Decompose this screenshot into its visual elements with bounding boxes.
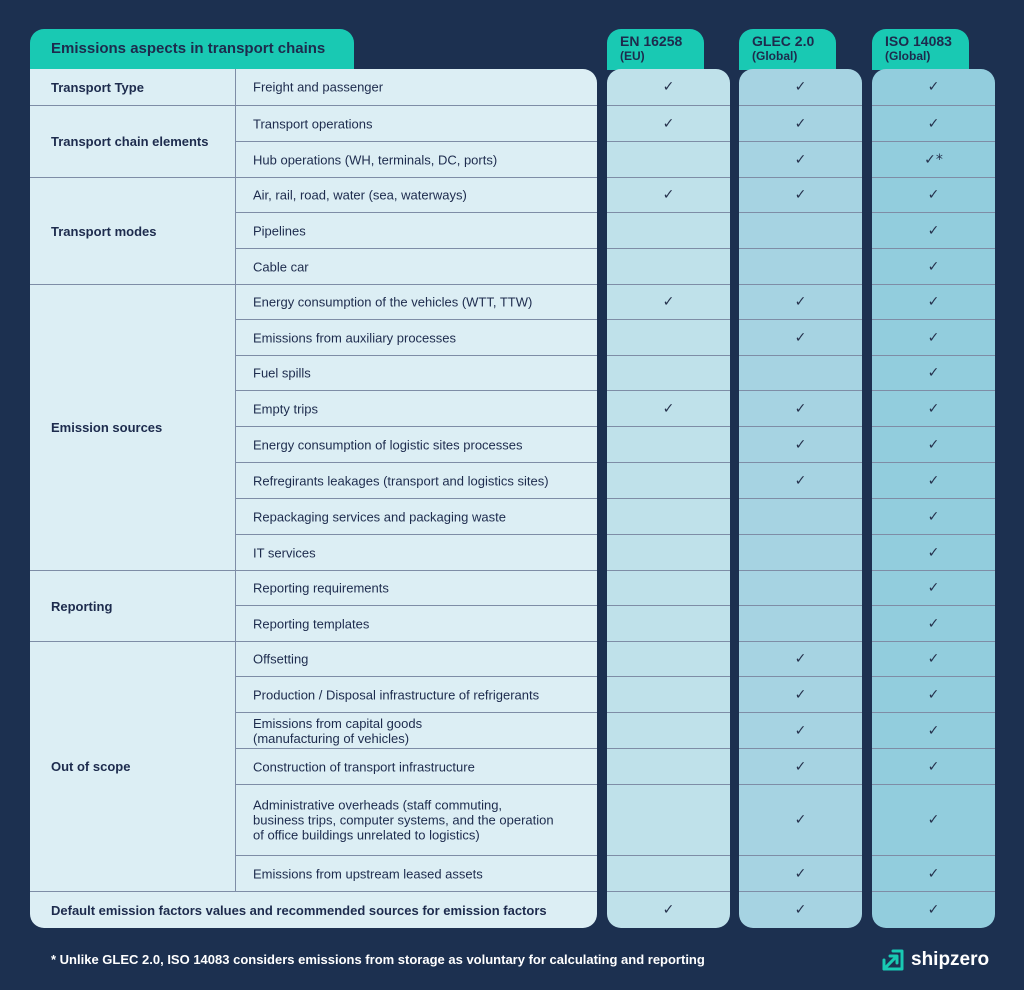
check-icon: ✓ bbox=[794, 294, 807, 310]
standard-scope: (EU) bbox=[620, 49, 645, 63]
support-cell bbox=[607, 784, 730, 855]
support-cell bbox=[872, 891, 995, 928]
support-cell bbox=[872, 534, 995, 570]
check-icon: ✓ bbox=[927, 79, 940, 95]
support-cell bbox=[872, 498, 995, 534]
support-cell bbox=[607, 69, 730, 105]
support-cell bbox=[607, 426, 730, 462]
check-icon: ✓ bbox=[927, 902, 940, 918]
check-icon: ✓ bbox=[927, 222, 940, 239]
support-cell bbox=[607, 534, 730, 570]
aspect-label: Reporting templates bbox=[253, 616, 370, 631]
standard-name: GLEC 2.0 bbox=[752, 33, 815, 49]
support-cell bbox=[739, 676, 862, 712]
check-icon: ✓ bbox=[927, 187, 940, 203]
support-cell bbox=[872, 284, 995, 319]
check-icon: ✓ bbox=[662, 294, 675, 310]
aspect-label: Emissions from capital goods (manufacturing of vehicles) bbox=[253, 715, 423, 746]
support-cell bbox=[872, 355, 995, 390]
table-row bbox=[236, 212, 597, 248]
support-cell bbox=[739, 105, 862, 141]
table-row bbox=[236, 712, 597, 748]
check-icon: ✓ bbox=[794, 812, 807, 828]
support-cell bbox=[872, 462, 995, 498]
aspect-label: Fuel spills bbox=[253, 365, 311, 381]
support-cell bbox=[739, 319, 862, 355]
aspect-label: Air, rail, road, water (sea, waterways) bbox=[253, 187, 467, 203]
footnote: * Unlike GLEC 2.0, ISO 14083 considers emissions from storage as voluntary for calculating and reporting bbox=[51, 952, 705, 967]
support-cell bbox=[739, 426, 862, 462]
category-cell: Transport Type bbox=[51, 79, 144, 95]
aspect-label: Energy consumption of logistic sites processes bbox=[253, 437, 523, 452]
table-row bbox=[236, 784, 597, 855]
table-row bbox=[236, 748, 597, 784]
check-icon: ✓ bbox=[794, 651, 807, 667]
support-cell bbox=[872, 784, 995, 855]
aspect-label: Administrative overheads (staff commuting, business trips, computer systems, and the operation of office buildings unrelated to logistics) bbox=[253, 797, 554, 843]
support-cell bbox=[739, 177, 862, 212]
support-cell bbox=[607, 105, 730, 141]
check-icon: ✓ bbox=[927, 508, 940, 525]
table-row bbox=[236, 534, 597, 570]
check-icon: ✓ bbox=[927, 365, 940, 381]
table-row bbox=[236, 177, 597, 212]
support-cell bbox=[872, 319, 995, 355]
table-row bbox=[236, 676, 597, 712]
header-en16258 bbox=[607, 29, 704, 70]
aspect-label: Production / Disposal infrastructure of refrigerants bbox=[253, 687, 540, 702]
aspect-label: Repackaging services and packaging waste bbox=[253, 509, 506, 524]
check-icon: ✓ bbox=[927, 686, 940, 703]
support-cell bbox=[872, 177, 995, 212]
support-cell bbox=[872, 69, 995, 105]
support-cell bbox=[872, 641, 995, 676]
check-icon: ✓* bbox=[924, 151, 943, 168]
support-cell bbox=[872, 676, 995, 712]
aspect-label: Empty trips bbox=[253, 401, 319, 416]
header-glec bbox=[739, 29, 836, 70]
category-cell: Reporting bbox=[30, 570, 235, 641]
check-icon: ✓ bbox=[794, 722, 807, 739]
check-icon: ✓ bbox=[662, 187, 675, 203]
support-cell bbox=[739, 748, 862, 784]
table-row bbox=[236, 284, 597, 319]
aspect-label: IT services bbox=[253, 545, 316, 560]
support-cell bbox=[739, 390, 862, 426]
support-cell bbox=[739, 284, 862, 319]
support-cell bbox=[739, 498, 862, 534]
support-cell bbox=[739, 641, 862, 676]
support-cell bbox=[607, 141, 730, 177]
standard-scope: (Global) bbox=[885, 49, 931, 63]
support-cell bbox=[607, 319, 730, 355]
support-cell bbox=[739, 141, 862, 177]
category-cell: Transport chain elements bbox=[30, 105, 235, 177]
check-icon: ✓ bbox=[794, 115, 807, 132]
check-icon: ✓ bbox=[794, 436, 807, 453]
aspects-table bbox=[30, 69, 597, 928]
brand-logo bbox=[880, 944, 989, 976]
table-title-text: Emissions aspects in transport chains bbox=[51, 40, 326, 57]
check-icon: ✓ bbox=[927, 615, 940, 632]
check-icon: ✓ bbox=[794, 686, 807, 703]
support-cell bbox=[607, 355, 730, 390]
support-cell bbox=[607, 748, 730, 784]
check-icon: ✓ bbox=[794, 79, 807, 95]
support-cell bbox=[607, 498, 730, 534]
check-icon: ✓ bbox=[927, 544, 940, 561]
support-cell bbox=[872, 748, 995, 784]
support-cell bbox=[872, 212, 995, 248]
check-icon: ✓ bbox=[927, 865, 940, 882]
table-row bbox=[236, 69, 597, 105]
aspect-label: Energy consumption of the vehicles (WTT, TTW) bbox=[253, 294, 533, 310]
check-icon: ✓ bbox=[927, 812, 940, 828]
table-row bbox=[236, 141, 597, 177]
support-cell bbox=[872, 570, 995, 605]
check-icon: ✓ bbox=[927, 651, 940, 667]
support-cell bbox=[872, 248, 995, 284]
support-cell bbox=[607, 676, 730, 712]
support-cell bbox=[607, 212, 730, 248]
column-iso14083 bbox=[872, 69, 995, 928]
check-icon: ✓ bbox=[927, 472, 940, 489]
check-icon: ✓ bbox=[794, 151, 807, 168]
aspect-label: Construction of transport infrastructure bbox=[253, 759, 475, 774]
support-cell bbox=[739, 570, 862, 605]
support-cell bbox=[739, 784, 862, 855]
check-icon: ✓ bbox=[794, 902, 807, 918]
check-icon: ✓ bbox=[927, 758, 940, 775]
check-icon: ✓ bbox=[927, 436, 940, 453]
standard-scope: (Global) bbox=[752, 49, 798, 63]
aspect-label: Pipelines bbox=[253, 223, 306, 238]
support-cell bbox=[607, 248, 730, 284]
table-row bbox=[236, 855, 597, 891]
category-cell: Transport modes bbox=[30, 177, 235, 284]
support-cell bbox=[872, 141, 995, 177]
check-icon: ✓ bbox=[927, 294, 940, 310]
aspect-label: Transport operations bbox=[253, 116, 373, 131]
check-icon: ✓ bbox=[927, 115, 940, 132]
check-icon: ✓ bbox=[927, 722, 940, 739]
check-icon: ✓ bbox=[794, 758, 807, 775]
aspect-label: Emissions from auxiliary processes bbox=[253, 330, 457, 345]
support-cell bbox=[872, 426, 995, 462]
table-row bbox=[236, 355, 597, 390]
support-cell bbox=[607, 462, 730, 498]
support-cell bbox=[607, 855, 730, 891]
support-cell bbox=[607, 284, 730, 319]
aspect-label: Offsetting bbox=[253, 651, 309, 667]
check-icon: ✓ bbox=[662, 902, 675, 918]
support-cell bbox=[739, 462, 862, 498]
check-icon: ✓ bbox=[794, 865, 807, 882]
support-cell bbox=[607, 570, 730, 605]
table-row bbox=[236, 319, 597, 355]
support-cell bbox=[739, 355, 862, 390]
support-cell bbox=[607, 891, 730, 928]
check-icon: ✓ bbox=[927, 258, 940, 275]
support-cell bbox=[607, 390, 730, 426]
support-cell bbox=[607, 641, 730, 676]
table-row bbox=[236, 462, 597, 498]
table-title bbox=[30, 29, 354, 70]
support-cell bbox=[739, 534, 862, 570]
table-row bbox=[236, 105, 597, 141]
aspect-label: Reporting requirements bbox=[253, 580, 389, 596]
check-icon: ✓ bbox=[794, 400, 807, 417]
category-cell: Emission sources bbox=[30, 284, 235, 570]
table-row bbox=[236, 390, 597, 426]
standard-name: ISO 14083 bbox=[885, 33, 952, 49]
aspect-label: Cable car bbox=[253, 259, 309, 274]
check-icon: ✓ bbox=[662, 400, 675, 417]
support-cell bbox=[607, 605, 730, 641]
aspect-label: Freight and passenger bbox=[253, 79, 384, 95]
table-row bbox=[236, 641, 597, 676]
check-icon: ✓ bbox=[794, 329, 807, 346]
aspect-label: Refregirants leakages (transport and logistics sites) bbox=[253, 473, 549, 488]
aspect-label: Hub operations (WH, terminals, DC, ports) bbox=[253, 152, 498, 167]
support-cell bbox=[739, 712, 862, 748]
support-cell bbox=[872, 712, 995, 748]
support-cell bbox=[739, 891, 862, 928]
column-en16258 bbox=[607, 69, 730, 928]
support-cell bbox=[872, 390, 995, 426]
check-icon: ✓ bbox=[927, 580, 940, 596]
support-cell bbox=[739, 605, 862, 641]
check-icon: ✓ bbox=[927, 329, 940, 346]
category-cell: Out of scope bbox=[30, 641, 235, 891]
support-cell bbox=[739, 855, 862, 891]
support-cell bbox=[872, 105, 995, 141]
check-icon: ✓ bbox=[794, 472, 807, 489]
support-cell bbox=[872, 605, 995, 641]
aspect-label: Emissions from upstream leased assets bbox=[253, 866, 483, 881]
check-icon: ✓ bbox=[662, 79, 675, 95]
table-row bbox=[236, 605, 597, 641]
check-icon: ✓ bbox=[794, 187, 807, 203]
support-cell bbox=[607, 177, 730, 212]
default-factors-row: Default emission factors values and recommended sources for emission factors bbox=[30, 891, 597, 928]
support-cell bbox=[739, 69, 862, 105]
arrow-box-icon bbox=[880, 947, 906, 973]
support-cell bbox=[607, 712, 730, 748]
check-icon: ✓ bbox=[662, 115, 675, 132]
support-cell bbox=[739, 248, 862, 284]
table-row bbox=[236, 498, 597, 534]
standard-name: EN 16258 bbox=[620, 33, 683, 49]
check-icon: ✓ bbox=[927, 400, 940, 417]
table-row bbox=[236, 426, 597, 462]
table-row bbox=[236, 248, 597, 284]
support-cell bbox=[739, 212, 862, 248]
brand-name: shipzero bbox=[911, 949, 990, 970]
table-row bbox=[236, 570, 597, 605]
header-iso14083 bbox=[872, 29, 969, 70]
column-glec bbox=[739, 69, 862, 928]
support-cell bbox=[872, 855, 995, 891]
